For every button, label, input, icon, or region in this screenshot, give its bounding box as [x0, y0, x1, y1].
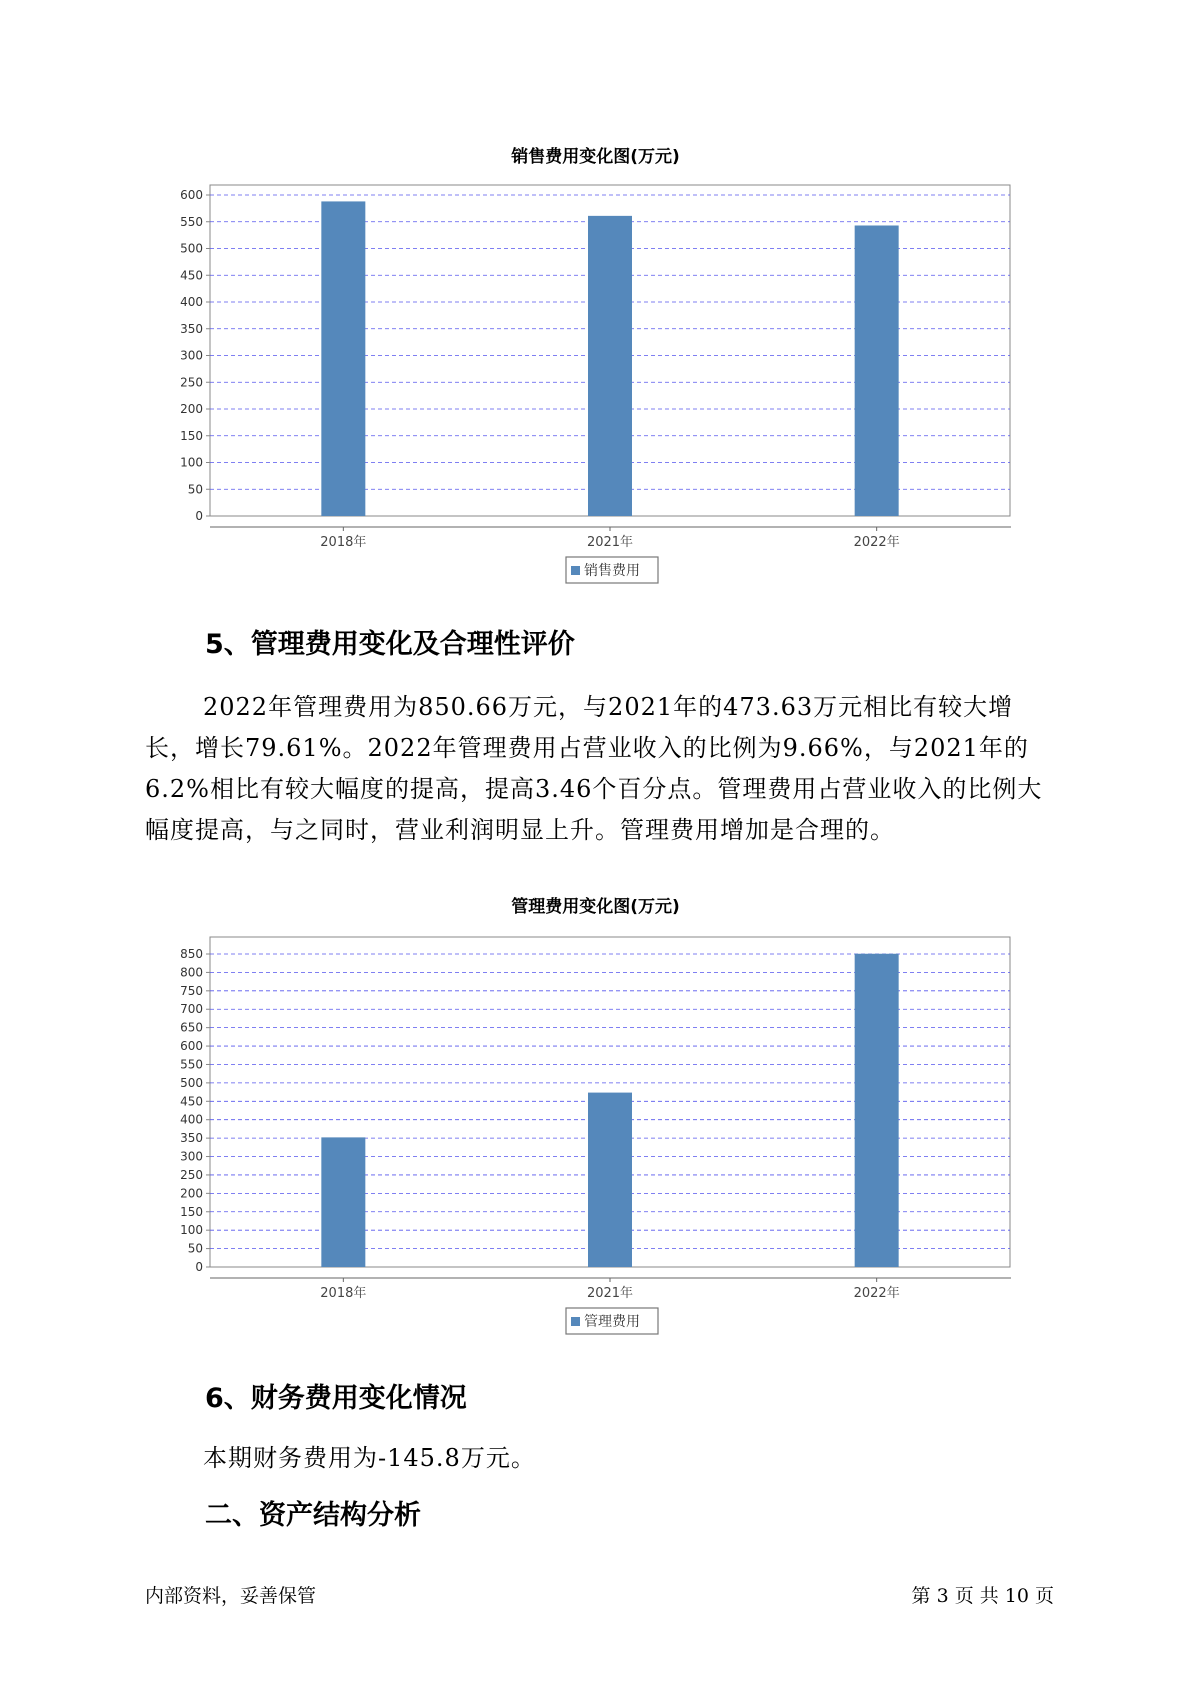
chart-title: 销售费用变化图(万元) [511, 147, 680, 167]
y-tick-label: 200 [180, 402, 203, 416]
sales-expense-chart [0, 170, 1191, 590]
legend-swatch [571, 1317, 580, 1326]
x-tick-label: 2021年 [586, 1286, 634, 1301]
bar [588, 1093, 632, 1267]
bar [588, 216, 632, 516]
y-tick-label: 450 [180, 1094, 203, 1109]
y-tick-label: 550 [180, 1057, 203, 1072]
legend-swatch [571, 566, 580, 575]
chart-title: 管理费用变化图(万元) [511, 897, 680, 917]
y-tick-label: 550 [180, 214, 203, 229]
y-tick-label: 700 [180, 1002, 203, 1017]
legend-label: 销售费用 [584, 563, 640, 579]
y-tick-label: 300 [180, 1149, 203, 1164]
legend-label: 管理费用 [584, 1314, 640, 1330]
y-tick-label: 400 [180, 1112, 203, 1127]
paragraph [145, 1438, 1045, 1479]
bar [321, 201, 365, 516]
x-tick-label: 2022年 [853, 535, 900, 550]
y-tick-label: 600 [180, 188, 203, 202]
y-tick-label: 500 [180, 241, 203, 256]
paragraph-text: 本期财务费用为-145.8万元。 [203, 1444, 536, 1472]
x-tick-label: 2018年 [320, 535, 367, 550]
y-tick-label: 500 [180, 1075, 203, 1090]
bar [321, 1137, 365, 1267]
y-tick-label: 850 [180, 947, 203, 961]
y-tick-label: 150 [180, 1204, 203, 1219]
y-tick-label: 650 [180, 1020, 203, 1035]
y-tick-label: 350 [180, 1131, 203, 1146]
legend [566, 557, 658, 583]
y-tick-label: 100 [180, 455, 203, 470]
legend [566, 1308, 658, 1334]
y-tick-label: 250 [180, 1167, 203, 1182]
paragraph [145, 687, 1045, 851]
y-tick-label: 800 [180, 965, 203, 980]
y-tick-label: 300 [180, 348, 203, 363]
bar [855, 954, 899, 1267]
y-tick-label: 250 [180, 375, 203, 390]
footer-note: 内部资料，妥善保管 [145, 1585, 317, 1607]
y-tick-label: 750 [180, 983, 203, 998]
y-tick-label: 50 [187, 482, 203, 497]
y-tick-label: 150 [180, 428, 203, 443]
paragraph-text: 2022年管理费用为850.66万元，与2021年的473.63万元相比有较大增长，增长79.61%。2022年管理费用占营业收入的比例为9.66%，与2021年的6.2%相比有较大幅度的提高，提高3.46个百分点。管理费用占营业收入的比例大幅度提高，与之同时，营业利润明显上升。管理费用增加是合理的。 [145, 693, 1043, 844]
y-tick-label: 400 [180, 295, 203, 309]
y-tick-label: 0 [195, 509, 203, 523]
section-heading: 5、管理费用变化及合理性评价 [205, 629, 575, 660]
section-heading: 二、资产结构分析 [205, 1500, 421, 1531]
y-tick-label: 100 [180, 1223, 203, 1238]
y-tick-label: 50 [187, 1241, 203, 1256]
y-tick-label: 350 [180, 321, 203, 336]
y-tick-label: 0 [195, 1260, 203, 1274]
bar [855, 225, 899, 516]
page-number: 第 3 页 共 10 页 [911, 1585, 1054, 1607]
x-tick-label: 2022年 [853, 1286, 900, 1301]
section-heading: 6、财务费用变化情况 [205, 1383, 467, 1414]
y-tick-label: 600 [180, 1039, 203, 1054]
y-tick-label: 200 [180, 1186, 203, 1201]
y-tick-label: 450 [180, 268, 203, 283]
x-tick-label: 2018年 [320, 1286, 367, 1301]
x-tick-label: 2021年 [586, 535, 634, 550]
admin-expense-chart [0, 920, 1191, 1340]
